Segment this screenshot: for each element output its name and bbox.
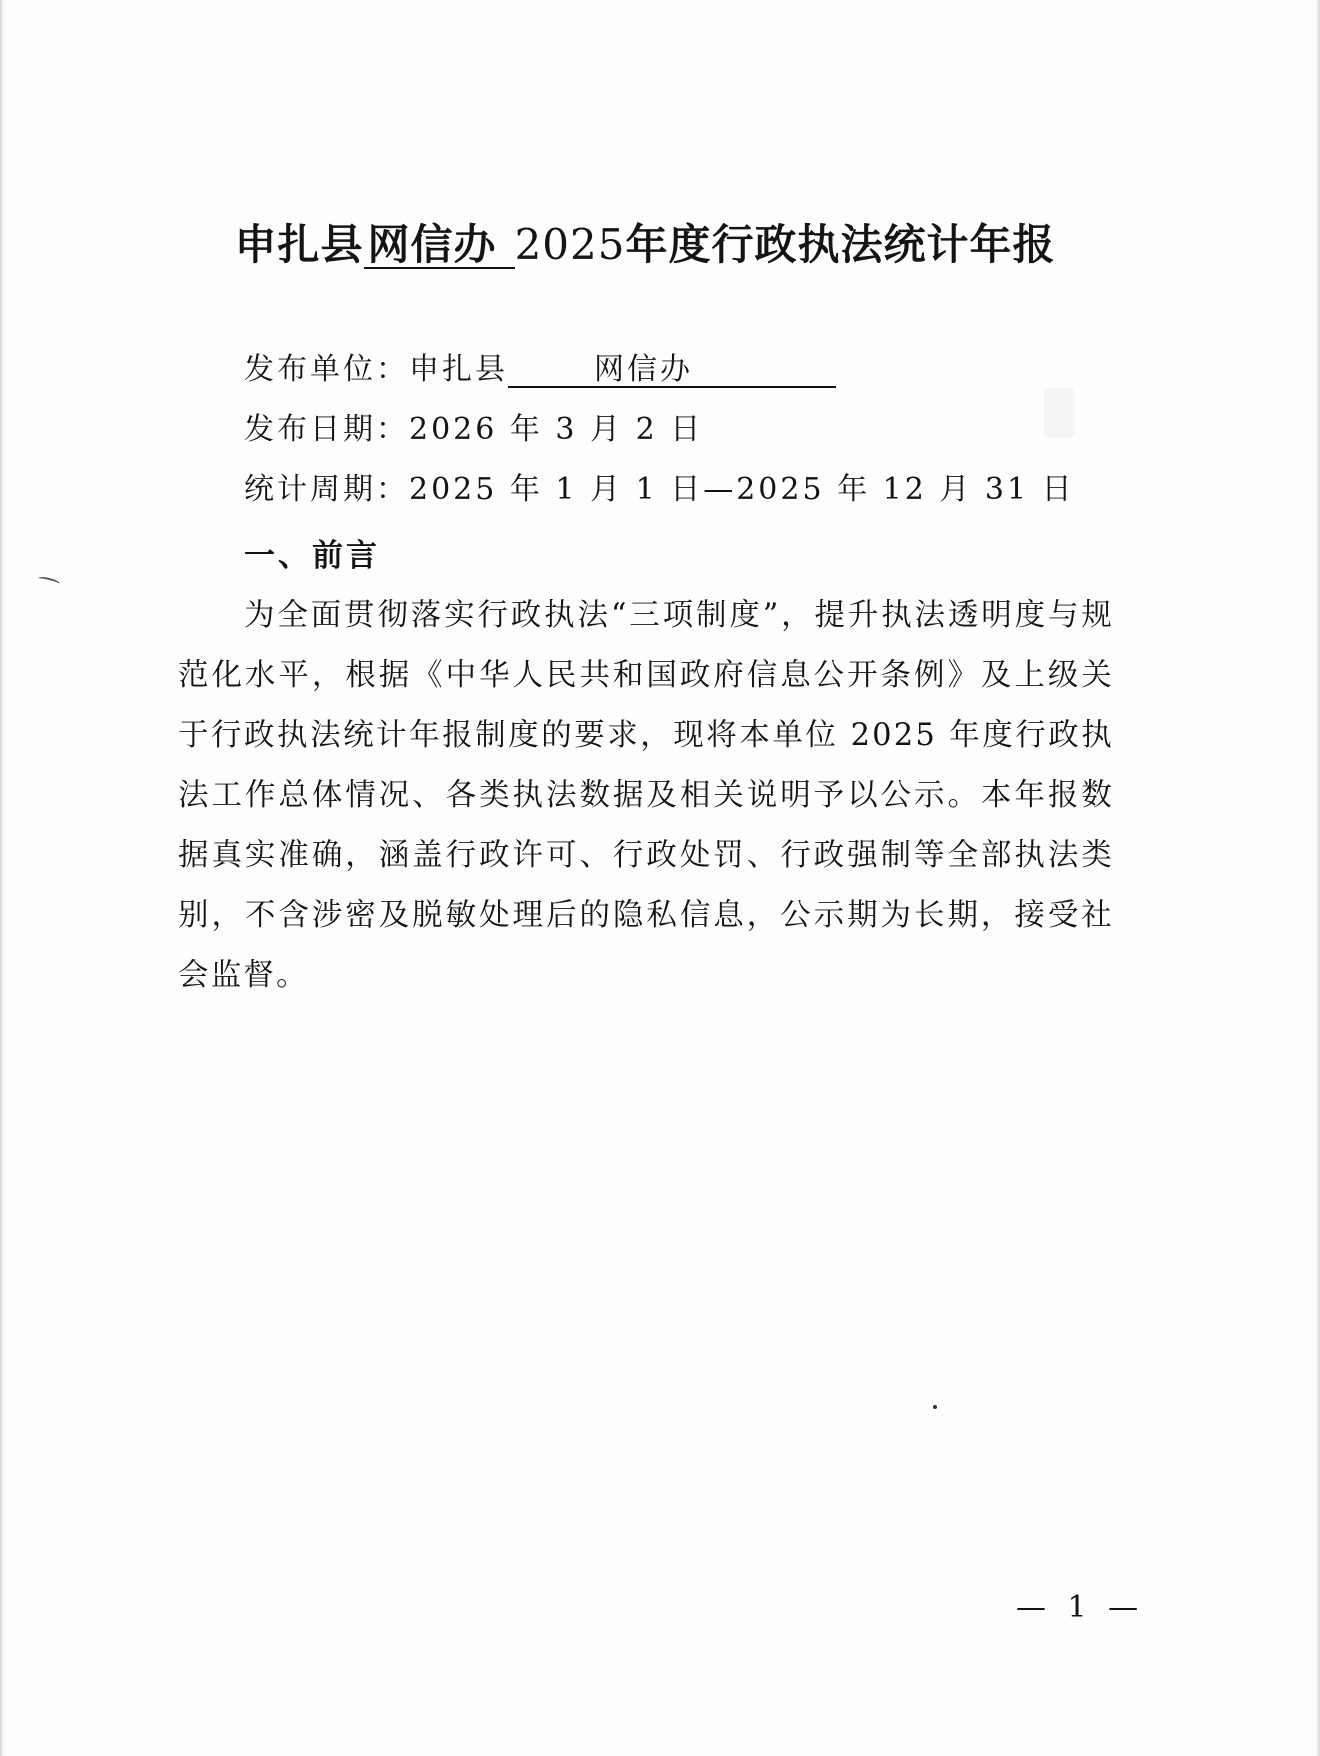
publish-date-label: 发布日期： xyxy=(244,412,409,447)
publish-date-line xyxy=(244,404,703,448)
period-value: 2025 年 1 月 1 日—2025 年 12 月 31 日 xyxy=(409,472,1075,507)
section-heading-preface: 一、前言 xyxy=(244,538,380,574)
scan-smudge-mark xyxy=(38,575,61,586)
statistics-period-line xyxy=(244,464,1075,508)
document-title xyxy=(0,212,1290,272)
title-year: 2025 xyxy=(514,220,626,269)
publisher-unit-underlined: 网信办 xyxy=(508,354,836,388)
title-county: 申扎县 xyxy=(234,220,364,269)
publisher-county: 申扎县 xyxy=(409,352,508,387)
period-label: 统计周期： xyxy=(244,472,409,507)
scan-shade-mark xyxy=(1044,388,1074,438)
publisher-label: 发布单位： xyxy=(244,352,409,387)
page-number: — 1 — xyxy=(1016,1590,1145,1625)
page-right-edge xyxy=(1316,0,1320,1756)
scan-dot-mark xyxy=(933,1405,937,1409)
title-suffix: 年度行政执法统计年报 xyxy=(625,220,1056,269)
title-unit-underlined: 网信办 xyxy=(364,223,515,269)
preface-paragraph: 为全面贯彻落实行政执法“三项制度”，提升执法透明度与规范化水平，根据《中华人民共和国政府信息公开条例》及上级关于行政执法统计年报制度的要求，现将本单位 2025 年度行政执法工作总体情况、各类执法数据及相关说明予以公示。本年报数据真实准确，涵盖行政许可、行政处罚、行政强制等全部执法类别，不含涉密及脱敏处理后的隐私信息，公示期为长期，接受社会监督。 xyxy=(178,598,1114,993)
publish-date-value: 2026 年 3 月 2 日 xyxy=(409,412,704,447)
publisher-line xyxy=(244,344,836,388)
